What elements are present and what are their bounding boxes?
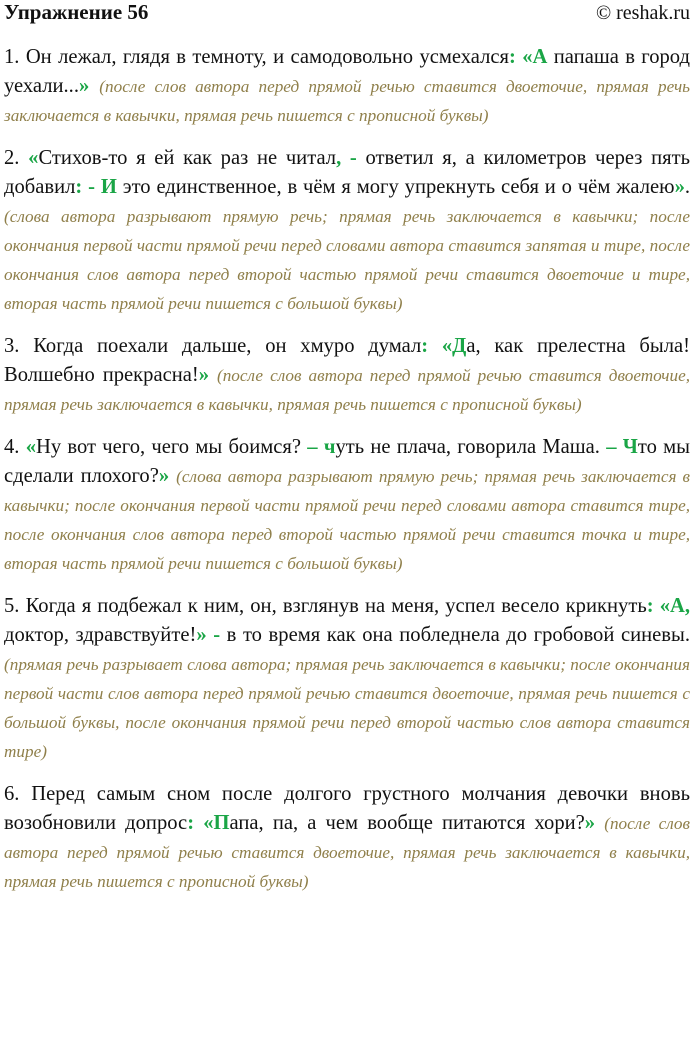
header <box>4 0 690 26</box>
sentence-text: в то время как она побледнела до гробовой синевы. <box>220 624 690 646</box>
sentence-text: . <box>684 176 691 198</box>
exercise-title: Упражнение 56 <box>4 0 149 24</box>
punctuation-highlight: : «А <box>509 46 548 68</box>
sentence-text: папаша в город уехали... <box>4 46 690 97</box>
sentence-text <box>595 812 604 834</box>
sentence-text: Перед самым сном после долгого грустного молчания девочки вновь возобновили допрос <box>4 783 690 834</box>
rule-explanation: (после слов автора перед прямой речью ставится двоеточие, прямая речь заключается в кавычки, прямая речь пишется с прописной буквы) <box>4 77 690 125</box>
exercise-items <box>4 43 690 896</box>
item-number: 6. <box>4 783 20 805</box>
sentence-text: апа, па, а чем вообще питаются хори? <box>229 812 585 834</box>
item-number: 5. <box>4 595 20 617</box>
item-number: 3. <box>4 335 20 357</box>
punctuation-highlight: » <box>198 364 210 386</box>
punctuation-highlight: » <box>158 465 170 487</box>
sentence-text: ответил я, а километров через пять добавил <box>4 147 691 198</box>
punctuation-highlight: : «П <box>187 812 230 834</box>
punctuation-highlight: : «Д <box>421 335 467 357</box>
exercise-item <box>4 592 690 766</box>
exercise-item <box>4 332 690 419</box>
sentence-text <box>19 147 28 169</box>
punctuation-highlight: « <box>28 147 39 169</box>
punctuation-highlight: , - <box>336 147 357 169</box>
punctuation-highlight: : «А, <box>646 595 691 617</box>
rule-explanation: (прямая речь разрывает слова автора; прямая речь заключается в кавычки; после окончания первой части слов автора перед прямой речью ставится двоеточие, прямая речь пишется с большой буквы, после окончания прямой речи перед второй частью слов автора ставится тире) <box>4 655 690 761</box>
exercise-item <box>4 433 690 578</box>
punctuation-highlight: : - И <box>75 176 117 198</box>
rule-explanation: (после слов автора перед прямой речью ставится двоеточие, прямая речь заключается в кавычки, прямая речь пишется с прописной буквы) <box>4 366 690 414</box>
sentence-text: а, как прелестна была! Волшебно прекрасна! <box>4 335 690 386</box>
sentence-text: доктор, здравствуйте! <box>4 624 197 646</box>
sentence-text: то мы сделали плохого? <box>4 436 690 487</box>
sentence-text: Ну вот чего, чего мы боимся? <box>36 436 308 458</box>
item-number: 2. <box>4 147 20 169</box>
rule-explanation: (после слов автора перед прямой речью ставится двоеточие, прямая речь заключается в кавычки, прямая речь пишется с прописной буквы) <box>4 814 690 891</box>
exercise-item <box>4 780 690 896</box>
sentence-text: Он лежал, глядя в темноту, и самодовольно усмехался <box>19 46 510 68</box>
punctuation-highlight: – Ч <box>606 436 638 458</box>
sentence-text: Когда поехали дальше, он хмуро думал <box>19 335 422 357</box>
rule-explanation: (слова автора разрывают прямую речь; прямая речь заключается в кавычки; после окончания первой части прямой речи перед словами автора ставится запятая и тире, после окончания слов автора перед второй частью прямой речи ставится двоеточие и тире, вторая часть прямой речи пишется с большой буквы) <box>4 207 691 313</box>
item-number: 4. <box>4 436 20 458</box>
exercise-item <box>4 43 690 130</box>
rule-explanation: (слова автора разрывают прямую речь; прямая речь заключается в кавычки; после окончания первой части прямой речи перед словами автора ставится тире, после окончания слов автора перед второй частью прямой речи ставится точка и тире, вторая часть прямой речи пишется с большой буквы) <box>4 467 690 573</box>
site-watermark: © reshak.ru <box>595 2 690 24</box>
punctuation-highlight: » <box>584 812 596 834</box>
item-number: 1. <box>4 46 20 68</box>
sentence-text: это единственное, в чём я могу упрекнуть себя и о чём жалею <box>116 176 675 198</box>
punctuation-highlight: » <box>674 176 685 198</box>
sentence-text: Стихов-то я ей как раз не читал <box>38 147 337 169</box>
punctuation-highlight: » - <box>196 624 221 646</box>
sentence-text <box>209 364 217 386</box>
punctuation-highlight: – ч <box>307 436 336 458</box>
sentence-text <box>89 75 99 97</box>
punctuation-highlight: « <box>25 436 36 458</box>
sentence-text: уть не плача, говорила Маша. <box>335 436 607 458</box>
sentence-text: Когда я подбежал к ним, он, взглянув на меня, успел весело крикнуть <box>19 595 647 617</box>
exercise-item <box>4 144 690 318</box>
punctuation-highlight: » <box>78 75 90 97</box>
